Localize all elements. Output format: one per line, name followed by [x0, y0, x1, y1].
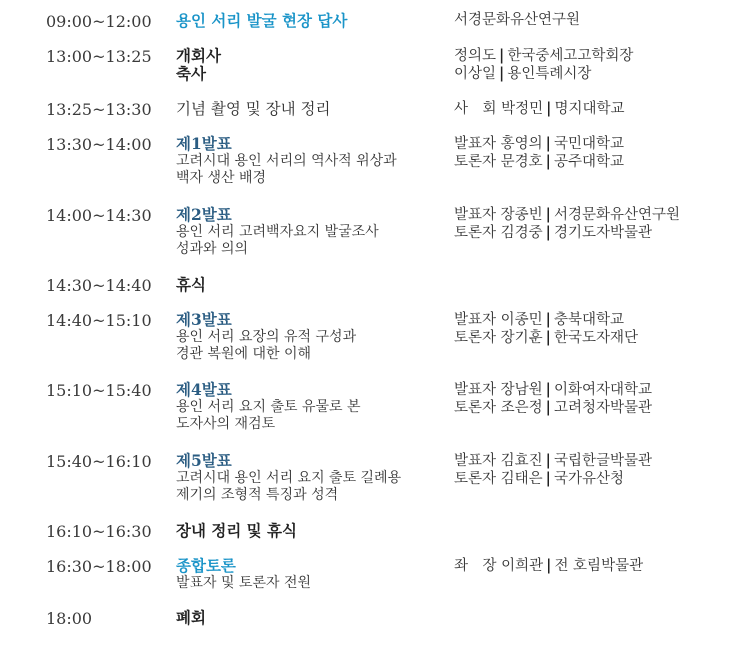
discussant-name: 토론자 문경호 [454, 154, 543, 170]
participant-name: 사 회 박정민 [454, 101, 544, 117]
moderator-name: 좌 장 이희관 [454, 558, 544, 574]
session-subtitle: 경관 복원에 대한 이해 [176, 346, 312, 362]
session-title: 제1발표 [176, 134, 232, 153]
separator: | [545, 381, 551, 398]
presenter-org: 국민대학교 [553, 136, 624, 152]
session-title: 제3발표 [176, 310, 232, 329]
presenter-name: 발표자 홍영의 [454, 136, 543, 152]
presenter-org: 이화여자대학교 [553, 382, 652, 398]
session-subtitle: 성과와 의의 [176, 241, 249, 257]
participant-block [454, 47, 744, 83]
session-title: 종합토론 [176, 556, 236, 575]
session-subtitle: 고려시대 용인 서리 요지 출토 길례용 [176, 470, 402, 486]
moderator-org: 전 호림박물관 [554, 558, 644, 574]
program-block [176, 276, 446, 294]
time-slot: 14:00~14:30 [46, 206, 152, 225]
participant-line [454, 470, 744, 488]
program-block [176, 12, 446, 30]
participant-block [454, 206, 744, 242]
session-title: 제5발표 [176, 451, 232, 470]
participant-line [454, 65, 744, 83]
participant-org: 용인특례시장 [507, 66, 592, 82]
program-title: 개회사 [176, 46, 221, 65]
separator: | [546, 100, 552, 117]
program-block [176, 100, 446, 118]
time-slot: 13:30~14:00 [46, 135, 152, 154]
participant-line [454, 452, 744, 470]
time-slot: 16:30~18:00 [46, 557, 152, 576]
discussant-name: 토론자 조은정 [454, 400, 543, 416]
presenter-org: 충북대학교 [553, 312, 624, 328]
separator: | [545, 206, 551, 223]
participant-block [454, 100, 744, 118]
discussant-org: 국가유산청 [553, 471, 624, 487]
separator: | [545, 329, 551, 346]
host-org: 서경문화유산연구원 [454, 12, 581, 28]
time-slot: 14:40~15:10 [46, 311, 152, 330]
discussant-name: 토론자 김경중 [454, 225, 543, 241]
participant-line [454, 329, 744, 347]
program-block [176, 452, 446, 504]
participant-org: 한국중세고고학회장 [507, 48, 634, 64]
separator: | [545, 470, 551, 487]
time-slot: 15:40~16:10 [46, 452, 152, 471]
session-subtitle: 발표자 및 토론자 전원 [176, 575, 312, 591]
program-title: 폐회 [176, 608, 206, 627]
program-block [176, 311, 446, 363]
participant-name: 정의도 [454, 48, 497, 64]
discussant-org: 공주대학교 [553, 154, 624, 170]
participant-line [454, 12, 744, 29]
participant-name: 이상일 [454, 66, 497, 82]
time-slot: 14:30~14:40 [46, 276, 152, 295]
participant-line [454, 47, 744, 65]
time-slot: 13:25~13:30 [46, 100, 152, 119]
program-title: 축사 [176, 64, 206, 83]
session-subtitle: 용인 서리 요장의 유적 구성과 [176, 329, 357, 345]
session-title: 제4발표 [176, 380, 232, 399]
participant-line [454, 100, 744, 118]
program-block [176, 522, 446, 540]
discussant-name: 토론자 김태은 [454, 471, 543, 487]
time-slot: 09:00~12:00 [46, 12, 152, 31]
participant-block [454, 381, 744, 417]
presenter-org: 국립한글박물관 [553, 453, 652, 469]
time-slot: 15:10~15:40 [46, 381, 152, 400]
separator: | [545, 452, 551, 469]
participant-line [454, 381, 744, 399]
participant-line [454, 399, 744, 417]
program-title: 장내 정리 및 휴식 [176, 521, 298, 540]
separator: | [545, 224, 551, 241]
presenter-name: 발표자 장종빈 [454, 207, 543, 223]
separator: | [545, 399, 551, 416]
participant-line [454, 153, 744, 171]
program-block [176, 47, 446, 83]
discussant-org: 고려청자박물관 [553, 400, 652, 416]
program-title: 휴식 [176, 275, 206, 294]
session-subtitle: 용인 서리 고려백자요지 발굴조사 [176, 224, 379, 240]
separator: | [545, 135, 551, 152]
presenter-name: 발표자 장남원 [454, 382, 543, 398]
participant-line [454, 135, 744, 153]
separator: | [499, 65, 505, 82]
program-title: 용인 서리 발굴 현장 답사 [176, 11, 348, 30]
presenter-org: 서경문화유산연구원 [553, 207, 680, 223]
session-subtitle: 고려시대 용인 서리의 역사적 위상과 [176, 153, 397, 169]
discussant-name: 토론자 장기훈 [454, 330, 543, 346]
session-title: 제2발표 [176, 205, 232, 224]
session-subtitle: 제기의 조형적 특징과 성격 [176, 487, 339, 503]
participant-line [454, 206, 744, 224]
program-block [176, 135, 446, 187]
participant-block [454, 311, 744, 347]
time-slot: 16:10~16:30 [46, 522, 152, 541]
program-block [176, 557, 446, 592]
program-block [176, 609, 446, 627]
participant-block [454, 557, 744, 575]
participant-line [454, 311, 744, 329]
separator: | [545, 311, 551, 328]
time-slot: 13:00~13:25 [46, 47, 152, 66]
participant-block [454, 12, 744, 29]
separator: | [545, 153, 551, 170]
session-subtitle: 용인 서리 요지 출토 유물로 본 [176, 399, 361, 415]
presenter-name: 발표자 이종민 [454, 312, 543, 328]
participant-line [454, 557, 744, 575]
program-block [176, 381, 446, 433]
separator: | [546, 557, 552, 574]
time-slot: 18:00 [46, 609, 93, 628]
session-subtitle: 도자사의 재검토 [176, 416, 276, 432]
participant-org: 명지대학교 [554, 101, 625, 117]
session-subtitle: 백자 생산 배경 [176, 170, 267, 186]
participant-block [454, 452, 744, 488]
participant-block [454, 135, 744, 171]
program-block [176, 206, 446, 258]
separator: | [499, 47, 505, 64]
program-title: 기념 촬영 및 장내 정리 [176, 100, 331, 118]
presenter-name: 발표자 김효진 [454, 453, 543, 469]
participant-line [454, 224, 744, 242]
discussant-org: 경기도자박물관 [553, 225, 652, 241]
discussant-org: 한국도자재단 [553, 330, 638, 346]
